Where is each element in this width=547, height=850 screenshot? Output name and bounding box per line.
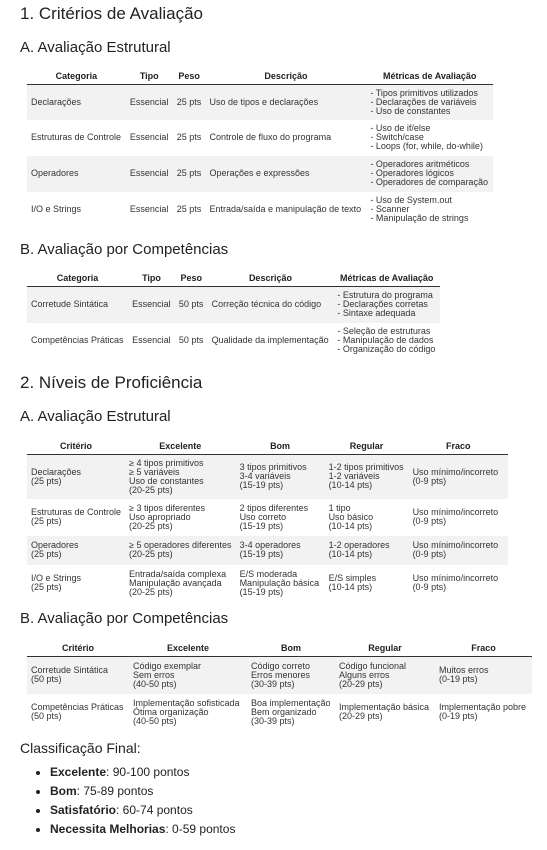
table-header-row (27, 271, 440, 287)
cell-categoria: Declarações (27, 85, 126, 120)
cell-line: E/S simples (328, 573, 377, 583)
table-row (27, 120, 493, 156)
cell-line: ≥ 3 tipos diferentes (129, 502, 206, 513)
proficiency-structural-table (27, 439, 508, 602)
cell-line: Muitos erros (439, 665, 489, 676)
cell-line: (20-29 pts) (339, 678, 383, 689)
cell-criterio (27, 499, 125, 536)
cell-regular (325, 455, 409, 499)
metric-line: - Uso de constantes (370, 105, 451, 116)
cell-line: Ótima organização (133, 706, 209, 717)
cell-excelente (129, 694, 247, 731)
cell-tipo: Essencial (128, 287, 175, 323)
cell-peso: 25 pts (176, 132, 202, 142)
col-header: Bom (247, 641, 335, 657)
cell-line: ≥ 4 tipos primitivos (129, 457, 204, 468)
cell-line: Código exemplar (133, 660, 202, 671)
cell-line: Declarações (31, 466, 82, 477)
metric-line: - Uso de System.out (370, 195, 452, 205)
col-header: Critério (27, 641, 129, 657)
level-range: : 0-59 pontos (165, 822, 236, 836)
cell-line: Entrada/saída complexa (129, 568, 227, 579)
cell-categoria: I/O e Strings (31, 204, 82, 214)
cell-line: Alguns erros (339, 669, 390, 680)
cell-line: (20-25 pts) (129, 549, 173, 559)
cell-line: Código correto (251, 660, 311, 671)
cell-bom (236, 565, 325, 602)
metric-line: - Estrutura do programa (337, 290, 433, 301)
cell-line: I/O e Strings (31, 573, 82, 583)
cell-line: Código funcional (339, 660, 407, 671)
cell-metricas (366, 120, 493, 156)
cell-line: (40-50 pts) (133, 678, 177, 689)
metric-line: - Manipulação de strings (370, 213, 469, 223)
cell-line: Bem organizado (251, 706, 317, 717)
cell-line: Implementação pobre (439, 702, 527, 712)
col-header: Métricas de Avaliação (366, 69, 493, 85)
cell-line: (15-19 pts) (239, 520, 284, 531)
section-2-title: 2. Níveis de Proficiência (20, 373, 203, 392)
cell-line: Implementação sofisticada (133, 697, 240, 708)
metric-line: - Declarações corretas (337, 299, 428, 310)
cell-line: (30-39 pts) (251, 715, 295, 726)
cell-line: (50 pts) (31, 711, 62, 721)
cell-line: Boa implementação (251, 697, 331, 708)
col-header: Excelente (129, 641, 247, 657)
cell-line: 1-2 tipos primitivos (328, 462, 404, 473)
cell-line: (0-9 pts) (412, 516, 447, 526)
cell-metricas (366, 85, 493, 120)
cell-line: (10-14 pts) (328, 549, 373, 559)
cell-line: (0-9 pts) (412, 582, 447, 592)
cell-line: Manipulação básica (239, 577, 320, 588)
cell-line: 1-2 operadores (328, 540, 390, 550)
cell-fraco (409, 455, 508, 499)
metric-line: - Operadores aritméticos (370, 159, 470, 169)
cell-line: 1-2 variáveis (328, 471, 380, 482)
level-range: : 75-89 pontos (76, 784, 154, 798)
cell-line: (0-9 pts) (412, 475, 447, 486)
level-label: Excelente (50, 765, 107, 779)
cell-line: Uso mínimo/incorreto (412, 507, 499, 517)
cell-excelente (125, 455, 236, 499)
cell-peso: 50 pts (175, 287, 208, 323)
table-row (27, 85, 493, 120)
list-item (50, 822, 235, 841)
cell-bom (236, 536, 325, 565)
cell-line: (30-39 pts) (251, 678, 295, 689)
level-range: : 60-74 pontos (116, 803, 193, 817)
table-header-row (27, 439, 508, 455)
cell-criterio (27, 536, 125, 565)
table-row (27, 287, 440, 323)
section-1b-title: B. Avaliação por Competências (20, 241, 229, 258)
cell-regular (325, 565, 409, 602)
cell-line: Uso apropriado (129, 511, 191, 522)
col-header: Peso (173, 69, 206, 85)
cell-categoria: Competências Práticas (31, 335, 124, 345)
cell-line: (15-19 pts) (239, 586, 284, 597)
cell-excelente (125, 499, 236, 536)
proficiency-competency-table (27, 641, 532, 731)
cell-line: Uso básico (328, 511, 374, 522)
metric-line: - Operadores lógicos (370, 168, 454, 178)
cell-line: (25 pts) (31, 516, 62, 526)
list-item (50, 765, 235, 784)
cell-bom (236, 499, 325, 536)
cell-regular (335, 657, 435, 694)
cell-line: 3-4 operadores (239, 540, 301, 550)
cell-line: (25 pts) (31, 549, 62, 559)
cell-line: (10-14 pts) (328, 480, 373, 491)
cell-line: Uso mínimo/incorreto (412, 540, 499, 550)
cell-line: 2 tipos diferentes (239, 502, 309, 513)
col-header: Descrição (208, 271, 334, 287)
cell-metricas (366, 156, 493, 192)
col-header: Categoria (27, 69, 126, 85)
metric-line: - Scanner (370, 204, 410, 214)
cell-metricas (366, 192, 493, 228)
metric-line: - Uso de if/else (370, 123, 431, 133)
cell-tipo: Essencial (129, 132, 169, 142)
cell-line: (20-25 pts) (129, 586, 173, 597)
metric-line: - Sintaxe adequada (337, 308, 416, 319)
cell-bom (247, 694, 335, 731)
metric-line: - Organização do código (337, 344, 436, 354)
cell-regular (325, 536, 409, 565)
cell-categoria: Corretude Sintática (27, 287, 128, 323)
cell-line: (15-19 pts) (239, 549, 284, 559)
cell-peso: 25 pts (173, 156, 206, 192)
cell-regular (335, 694, 435, 731)
cell-metricas (333, 323, 440, 359)
cell-line: Implementação básica (339, 702, 430, 712)
cell-criterio (27, 455, 125, 499)
cell-line: (20-25 pts) (129, 484, 173, 495)
metric-line: - Seleção de estruturas (337, 326, 431, 336)
table-row (27, 565, 508, 602)
cell-line: (25 pts) (31, 475, 62, 486)
level-label: Satisfatório (50, 803, 117, 817)
list-item (50, 803, 235, 822)
level-label: Necessita Melhorias (50, 822, 166, 836)
cell-bom (236, 455, 325, 499)
table-row (27, 455, 508, 499)
cell-descricao: Qualidade da implementação (211, 335, 329, 345)
col-header: Bom (236, 439, 325, 455)
cell-categoria: Estruturas de Controle (31, 132, 122, 142)
col-header: Peso (175, 271, 208, 287)
cell-tipo: Essencial (126, 85, 173, 120)
cell-descricao: Controle de fluxo do programa (209, 132, 332, 142)
cell-fraco (435, 657, 532, 694)
col-header: Critério (27, 439, 125, 455)
table-row (27, 156, 493, 192)
criteria-structural-table (27, 69, 493, 228)
cell-line: Sem erros (133, 669, 175, 680)
cell-line: Competências Práticas (31, 702, 124, 712)
cell-line: (0-19 pts) (439, 674, 478, 685)
metric-line: - Tipos primitivos utilizados (370, 87, 478, 98)
table-row (27, 323, 440, 359)
cell-criterio (27, 694, 129, 731)
metric-line: - Declarações de variáveis (370, 96, 477, 107)
cell-line: (0-9 pts) (412, 549, 447, 559)
cell-line: 3 tipos primitivos (239, 462, 307, 473)
cell-tipo: Essencial (126, 156, 173, 192)
table-row (27, 499, 508, 536)
cell-peso: 25 pts (173, 85, 206, 120)
col-header: Regular (325, 439, 409, 455)
cell-excelente (125, 536, 236, 565)
section-1-title: 1. Critérios de Avaliação (20, 4, 204, 23)
cell-regular (325, 499, 409, 536)
table-row (27, 192, 493, 228)
cell-categoria: Operadores (27, 156, 126, 192)
cell-line: (20-29 pts) (339, 711, 383, 721)
cell-line: Estruturas de Controle (31, 507, 122, 517)
cell-peso: 50 pts (178, 335, 204, 345)
col-header: Regular (335, 641, 435, 657)
metric-line: - Operadores de comparação (370, 177, 488, 187)
cell-criterio (27, 657, 129, 694)
cell-line: E/S moderada (239, 568, 298, 579)
cell-line: (50 pts) (31, 674, 62, 685)
cell-line: ≥ 5 variáveis (129, 466, 180, 477)
cell-line: Uso mínimo/incorreto (412, 466, 499, 477)
cell-line: Operadores (31, 540, 79, 550)
cell-line: (10-14 pts) (328, 520, 373, 531)
cell-line: 1 tipo (328, 502, 351, 513)
cell-line: Uso correto (239, 511, 287, 522)
cell-descricao: Uso de tipos e declarações (206, 85, 367, 120)
col-header: Fraco (435, 641, 532, 657)
cell-criterio (27, 565, 125, 602)
cell-fraco (435, 694, 532, 731)
col-header: Tipo (128, 271, 175, 287)
cell-line: Erros menores (251, 669, 311, 680)
cell-line: (10-14 pts) (328, 582, 373, 592)
cell-line: Uso de constantes (129, 475, 204, 486)
col-header: Excelente (125, 439, 236, 455)
section-2a-title: A. Avaliação Estrutural (20, 408, 171, 425)
cell-line: ≥ 5 operadores diferentes (129, 540, 232, 550)
cell-line: (15-19 pts) (239, 480, 284, 491)
section-2b-title: B. Avaliação por Competências (20, 610, 229, 627)
final-classification-title: Classificação Final: (20, 740, 141, 756)
cell-line: (40-50 pts) (133, 715, 177, 726)
metric-line: - Loops (for, while, do-while) (370, 141, 483, 151)
col-header: Fraco (409, 439, 508, 455)
cell-line: 3-4 variáveis (239, 471, 291, 482)
cell-excelente (125, 565, 236, 602)
metric-line: - Switch/case (370, 132, 424, 142)
table-row (27, 536, 508, 565)
cell-line: (0-19 pts) (439, 711, 478, 721)
level-range: : 90-100 pontos (106, 765, 190, 779)
list-item (50, 784, 235, 803)
cell-tipo: Essencial (129, 204, 169, 214)
col-header: Tipo (126, 69, 173, 85)
cell-fraco (409, 499, 508, 536)
cell-line: (20-25 pts) (129, 520, 173, 531)
cell-peso: 25 pts (176, 204, 202, 214)
col-header: Métricas de Avaliação (333, 271, 440, 287)
level-label: Bom (50, 784, 77, 798)
col-header: Categoria (27, 271, 128, 287)
table-row (27, 694, 532, 731)
col-header: Descrição (206, 69, 367, 85)
table-row (27, 657, 532, 694)
cell-bom (247, 657, 335, 694)
cell-metricas (333, 287, 440, 323)
cell-line: Manipulação avançada (129, 577, 222, 588)
final-classification-list (20, 765, 235, 841)
cell-line: (25 pts) (31, 582, 62, 592)
table-header-row (27, 641, 532, 657)
cell-tipo: Essencial (132, 335, 171, 345)
cell-line: Uso mínimo/incorreto (412, 573, 499, 583)
cell-descricao: Correção técnica do código (208, 287, 334, 323)
section-1a-title: A. Avaliação Estrutural (20, 39, 171, 56)
criteria-competency-table (27, 271, 440, 359)
table-header-row (27, 69, 493, 85)
cell-excelente (129, 657, 247, 694)
cell-line: Corretude Sintática (31, 665, 109, 676)
cell-descricao: Entrada/saída e manipulação de texto (209, 204, 362, 214)
metric-line: - Manipulação de dados (337, 335, 434, 345)
cell-fraco (409, 565, 508, 602)
cell-fraco (409, 536, 508, 565)
cell-descricao: Operações e expressões (206, 156, 367, 192)
